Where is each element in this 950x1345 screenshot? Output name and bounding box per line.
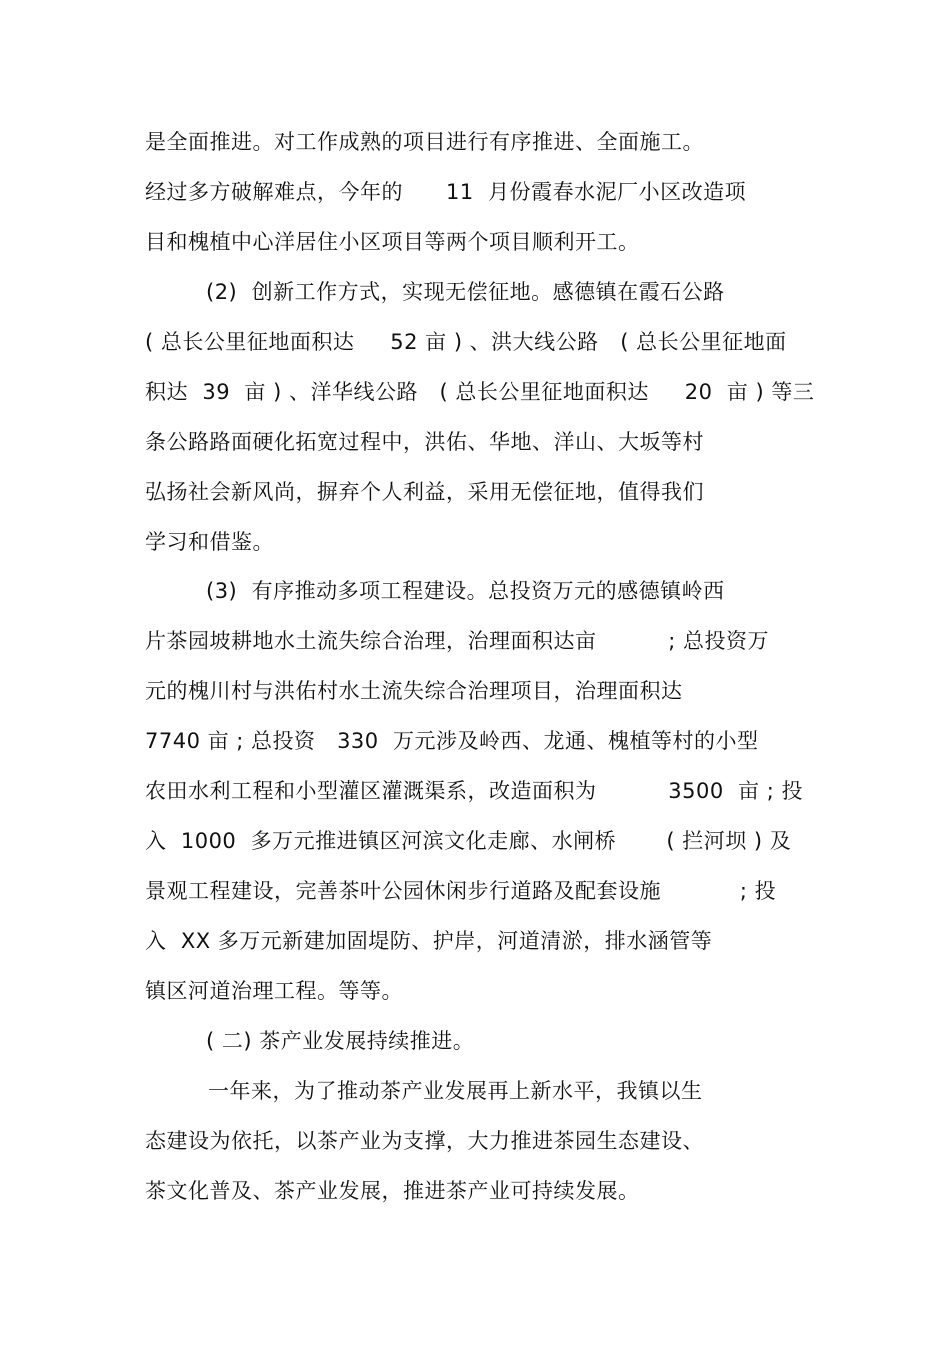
text-line: 景观工程建设，完善茶叶公园休闲步行道路及配套设施 ; 投 xyxy=(145,879,777,903)
text-line: 7740 亩 ; 总投资 330 万元涉及岭西、龙通、槐植等村的小型 xyxy=(145,729,759,753)
section-heading: ( 二) 茶产业发展持续推进。 xyxy=(206,1029,475,1053)
paragraph-heading: (3) 有序推动多项工程建设。总投资万元的感德镇岭西 xyxy=(206,579,725,603)
text-line: 农田水利工程和小型灌区灌溉渠系，改造面积为 3500 亩 ; 投 xyxy=(145,779,803,803)
text-line: 片茶园坡耕地水土流失综合治理，治理面积达亩 ; 总投资万 xyxy=(145,629,770,653)
text-line: 入 XX 多万元新建加固堤防、护岸，河道清淤，排水涵管等 xyxy=(145,929,713,953)
text-line: 弘扬社会新风尚，摒弃个人利益，采用无偿征地，值得我们 xyxy=(145,480,704,504)
text-line: 目和槐植中心洋居住小区项目等两个项目顺利开工。 xyxy=(145,230,640,254)
text-line: 镇区河道治理工程。等等。 xyxy=(145,979,403,1003)
text-line: 元的槐川村与洪佑村水土流失综合治理项目，治理面积达 xyxy=(145,679,683,703)
text-line: 一年来，为了推动茶产业发展再上新水平，我镇以生 xyxy=(208,1079,703,1103)
paragraph-heading: (2) 创新工作方式，实现无偿征地。感德镇在霞石公路 xyxy=(206,280,725,304)
text-line: 条公路路面硬化拓宽过程中，洪佑、华地、洋山、大坂等村 xyxy=(145,430,704,454)
text-line: ( 总长公里征地面积达 52 亩 ) 、洪大线公路 ( 总长公里征地面 xyxy=(145,330,787,354)
text-line: 是全面推进。对工作成熟的项目进行有序推进、全面施工。 xyxy=(145,130,704,154)
text-line: 经过多方破解难点，今年的 11 月份霞春水泥厂小区改造项 xyxy=(145,180,747,204)
text-line: 态建设为依托，以茶产业为支撑，大力推进茶园生态建设、 xyxy=(145,1129,704,1153)
text-line: 学习和借鉴。 xyxy=(145,530,274,554)
text-line: 入 1000 多万元推进镇区河滨文化走廊、水闸桥 ( 拦河坝 ) 及 xyxy=(145,829,792,853)
text-line: 茶文化普及、茶产业发展，推进茶产业可持续发展。 xyxy=(145,1179,640,1203)
text-line: 积达 39 亩 ) 、洋华线公路 ( 总长公里征地面积达 20 亩 ) 等三 xyxy=(145,380,815,404)
